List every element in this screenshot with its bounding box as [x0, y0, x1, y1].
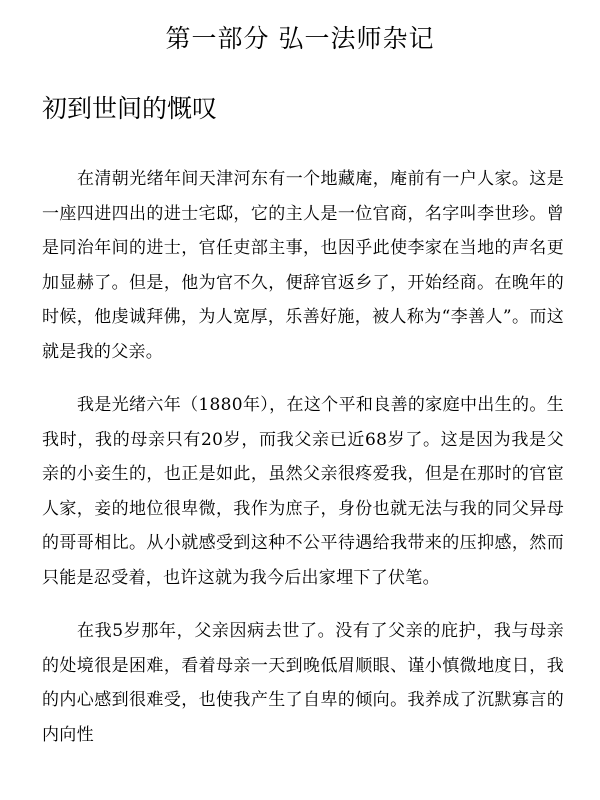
chapter-title: 初到世间的慨叹 — [42, 94, 218, 123]
paragraph-2: 我是光绪六年（1880年），在这个平和良善的家庭中出生的。生我时，我的母亲只有20岁，而我父亲已近68岁了。这是因为我是父亲的小妾生的，也正是如此，虽然父亲很疼爱我，但是在那时的官宦人家，妾的地位很卑微，我作为庶子，身份也就无法与我的同父异母的哥哥相比。从小就感受到这种不公平待遇给我带来的压抑感，然而只能是忍受着，也许这就为我今后出家埋下了伏笔。 — [42, 395, 564, 588]
paragraph-1: 在清朝光绪年间天津河东有一个地藏庵，庵前有一户人家。这是一座四进四出的进士宅邸，它的主人是一位官商，名字叫李世珍。曾是同治年间的进士，官任吏部主事，也因乎此使李家在当地的声名更加显赫了。但是，他为官不久，便辞官返乡了，开始经商。在晚年的时候，他虔诚拜佛，为人宽厚，乐善好施，被人称为“李善人”。而这就是我的父亲。 — [42, 169, 564, 362]
paragraph-3: 在我5岁那年，父亲因病去世了。没有了父亲的庇护，我与母亲的处境很是困难，看着母亲一天到晚低眉顺眼、谨小慎微地度日，我的内心感到很难受，也使我产生了自卑的倾向。我养成了沉默寡言的内向性 — [42, 621, 564, 745]
part-title: 第一部分 弘一法师杂记 — [165, 24, 435, 53]
body-text — [42, 162, 564, 771]
